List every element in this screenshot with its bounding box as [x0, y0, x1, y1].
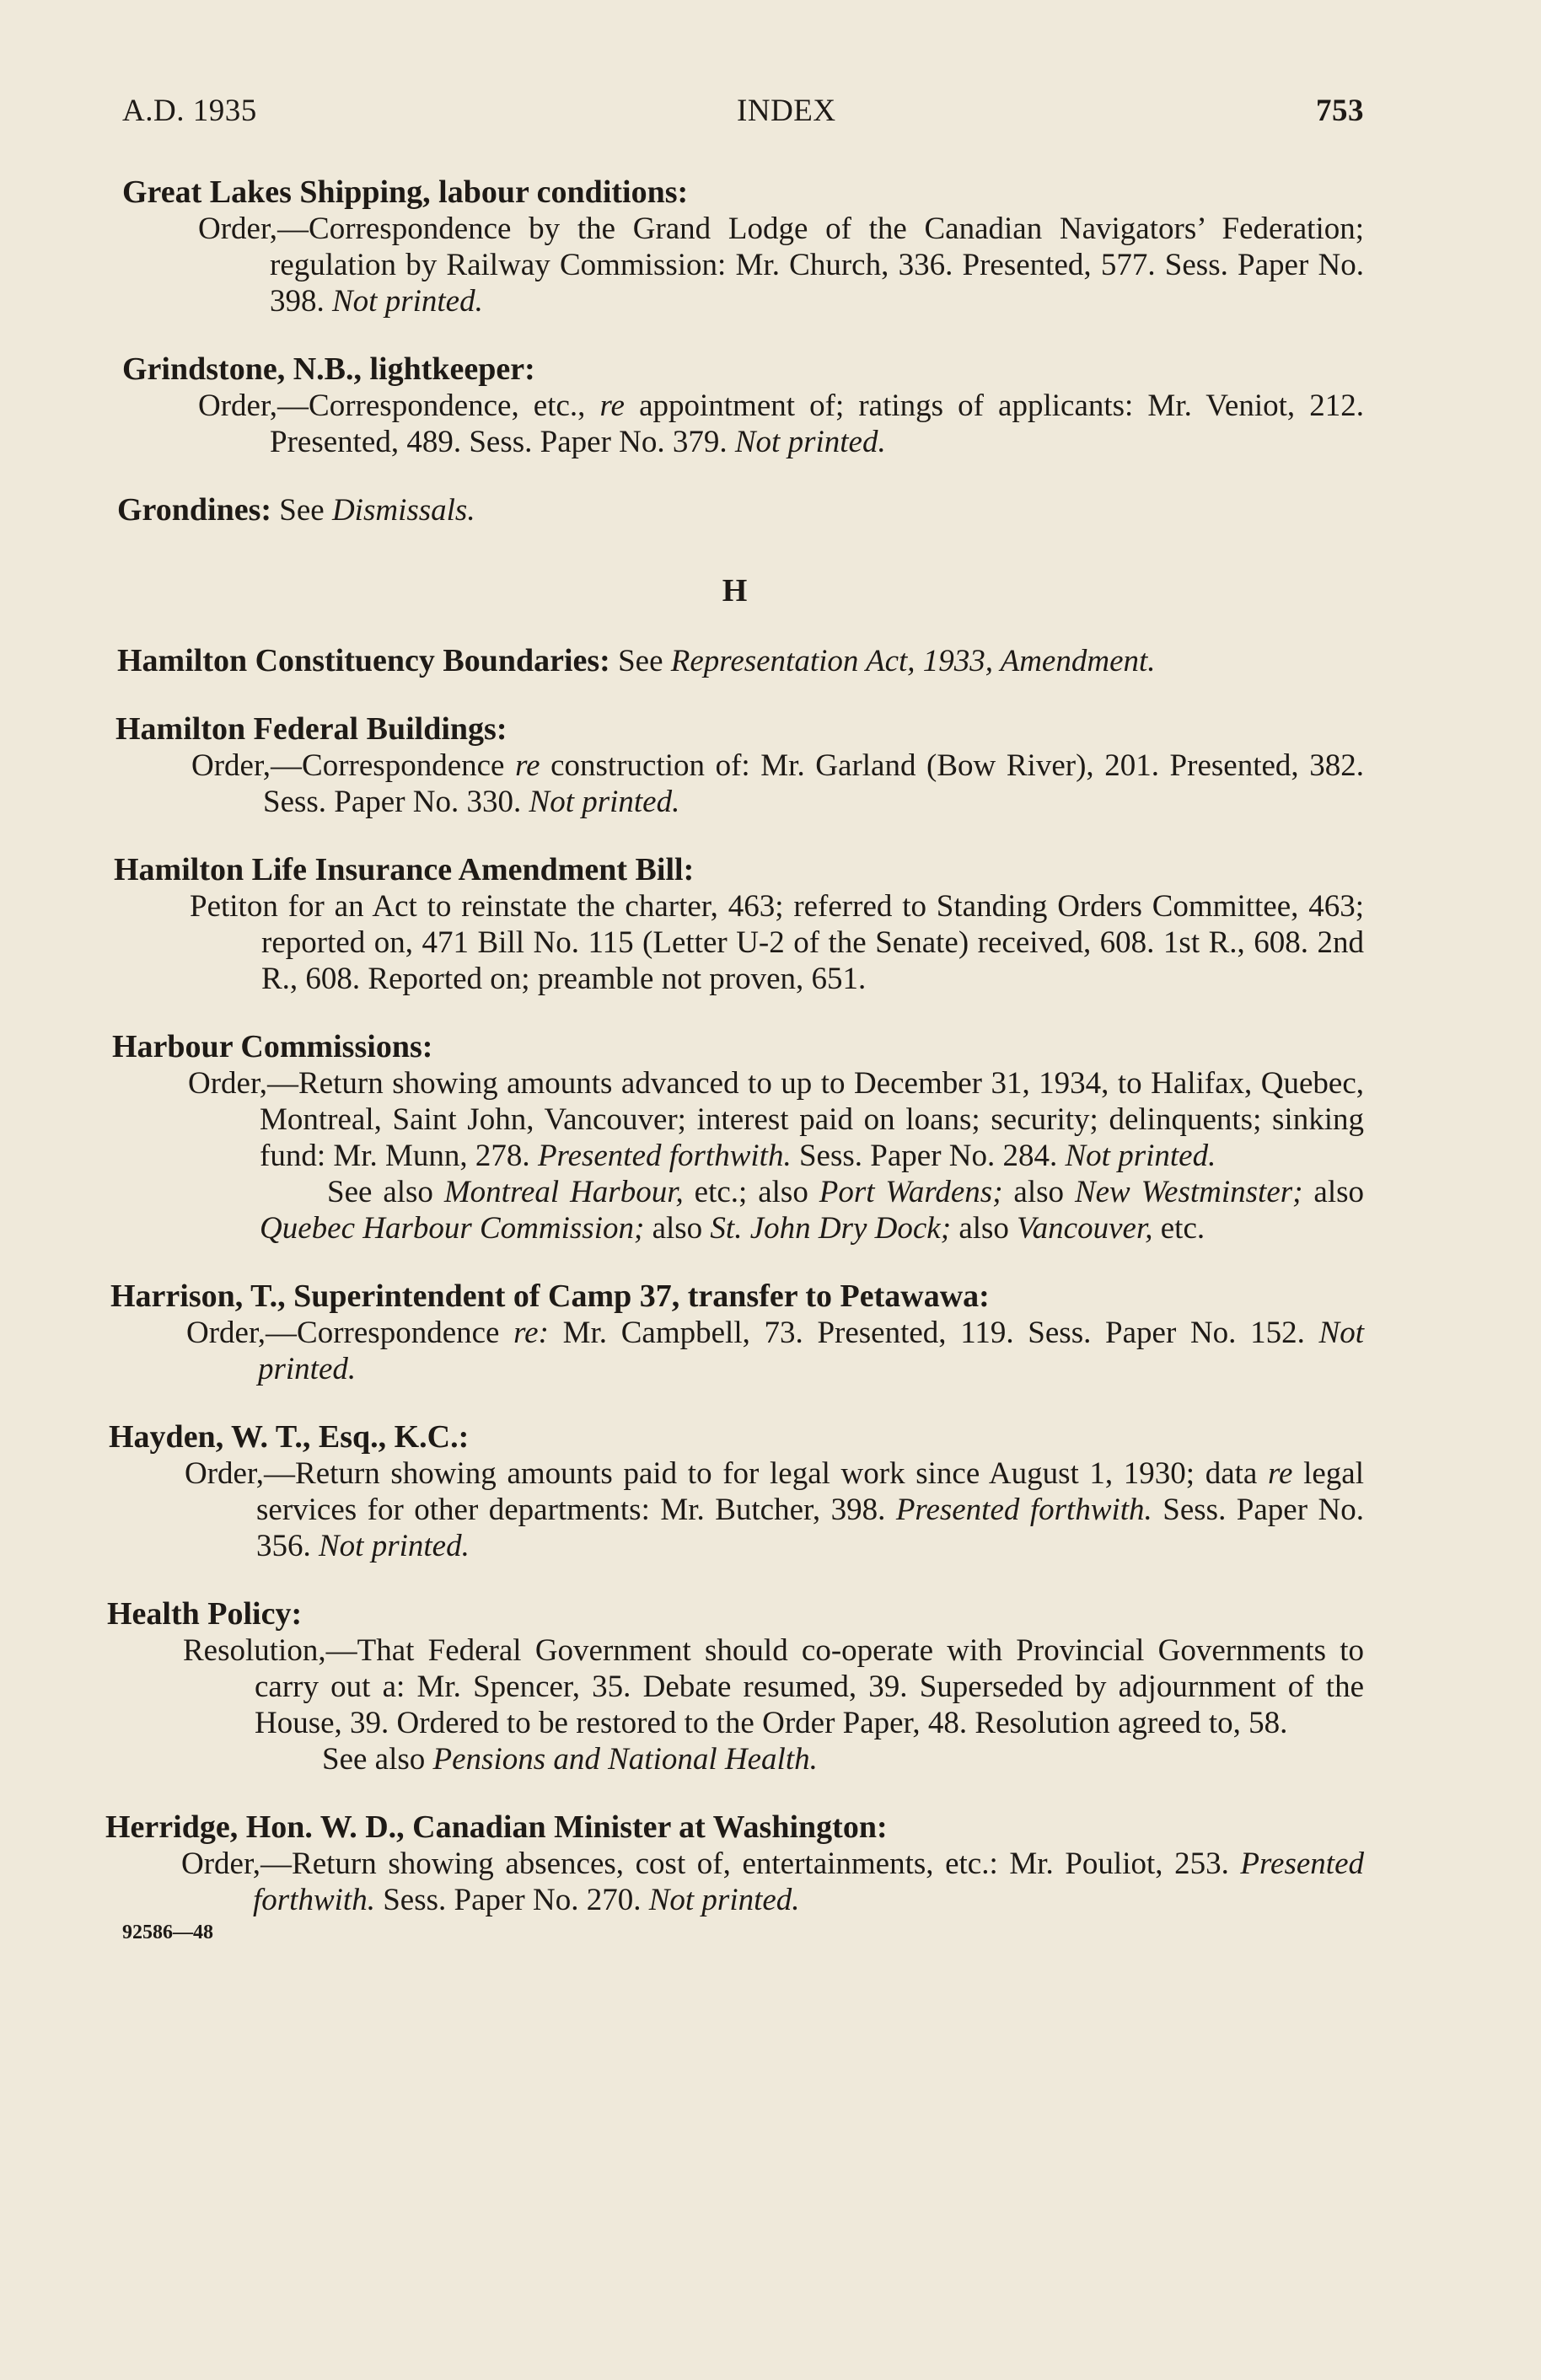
header-title: INDEX	[737, 94, 836, 128]
entry-body: Order,—Correspondence by the Grand Lodge of the Canadian Navigators’ Federation; regulation by Railway Commission: Mr. Church, 336. Presented, 577. Sess. Paper No. 398. Not printed.	[198, 212, 1364, 319]
index-entry	[115, 711, 1364, 820]
entry-see-also: See also Montreal Harbour, etc.; also Port Wardens; also New Westminster; also Quebec Harbour Commission; also St. John Dry Dock; also Vancouver, etc.	[260, 1175, 1364, 1246]
printer-signature: 92586—48	[122, 1922, 213, 1943]
index-entry	[112, 1029, 1364, 1246]
index-entry	[110, 1278, 1364, 1387]
entry-heading: Harrison, T., Superintendent of Camp 37, transfer to Petawawa:	[110, 1278, 990, 1314]
entry-heading: Grindstone, N.B., lightkeeper:	[122, 351, 535, 387]
entry-body: Order,—Correspondence re construction of: Mr. Garland (Bow River), 201. Presented, 382. Sess. Paper No. 330. Not printed.	[191, 748, 1364, 819]
index-entry	[117, 643, 1364, 679]
entry-see-also: See also Pensions and National Health.	[322, 1742, 818, 1777]
index-entry	[105, 1809, 1364, 1918]
entry-heading: Herridge, Hon. W. D., Canadian Minister at Washington:	[105, 1809, 888, 1845]
entry-heading: Great Lakes Shipping, labour conditions:	[122, 174, 689, 210]
entry-body: Order,—Return showing amounts paid to for legal work since August 1, 1930; data re legal services for other departments: Mr. Butcher, 398. Presented forthwith. Sess. Paper No. 356. Not printed.	[185, 1456, 1364, 1563]
cross-reference: Dismissals.	[331, 493, 475, 528]
entry-heading: Harbour Commissions:	[112, 1029, 433, 1064]
index-entry	[109, 1419, 1364, 1564]
entry-heading: Hamilton Federal Buildings:	[115, 711, 507, 747]
index-entry	[107, 1596, 1364, 1777]
entry-see-line: Grondines: See Dismissals.	[117, 492, 475, 528]
entry-body: Order,—Return showing absences, cost of, entertainments, etc.: Mr. Pouliot, 253. Presented forthwith. Sess. Paper No. 270. Not printed.	[181, 1847, 1364, 1917]
entry-body: Resolution,—That Federal Government should co-operate with Provincial Governments to carry out a: Mr. Spencer, 35. Debate resumed, 39. Superseded by adjournment of the House, 39. Ordered to be restored to the Order Paper, 48. Resolution agreed to, 58.	[183, 1633, 1364, 1740]
entry-heading: Hayden, W. T., Esq., K.C.:	[109, 1419, 470, 1455]
page-header	[122, 93, 1364, 129]
cross-reference: Representation Act, 1933, Amendment.	[670, 644, 1156, 678]
entry-body: Order,—Correspondence, etc., re appointment of; ratings of applicants: Mr. Veniot, 212. Presented, 489. Sess. Paper No. 379. Not printed.	[198, 389, 1364, 459]
entry-body: Petiton for an Act to reinstate the charter, 463; referred to Standing Orders Committee, 463; reported on, 471 Bill No. 115 (Letter U-2 of the Senate) received, 608. 1st R., 608. 2nd R., 608. Reported on; preamble not proven, 651.	[190, 889, 1364, 996]
index-entry	[117, 492, 1364, 528]
entry-heading: Grondines:	[117, 492, 272, 528]
entry-heading: Health Policy:	[107, 1596, 303, 1632]
entry-heading: Hamilton Life Insurance Amendment Bill:	[114, 852, 695, 887]
index-entry	[122, 351, 1364, 460]
section-letter: H	[722, 573, 748, 608]
index-entry	[114, 852, 1364, 997]
index-entry	[122, 174, 1364, 319]
entry-body: Order,—Correspondence re: Mr. Campbell, 73. Presented, 119. Sess. Paper No. 152. Not printed.	[186, 1316, 1364, 1386]
page-number: 753	[1315, 94, 1364, 128]
header-year: A.D. 1935	[122, 94, 257, 128]
entry-body: Order,—Return showing amounts advanced to up to December 31, 1934, to Halifax, Quebec, Montreal, Saint John, Vancouver; interest paid on loans; security; delinquents; sinking fund: Mr. Munn, 278. Presented forthwith. Sess. Paper No. 284. Not printed.	[188, 1066, 1364, 1173]
entry-see-line: Hamilton Constituency Boundaries: See Representation Act, 1933, Amendment.	[117, 643, 1156, 678]
entry-heading: Hamilton Constituency Boundaries:	[117, 643, 610, 678]
